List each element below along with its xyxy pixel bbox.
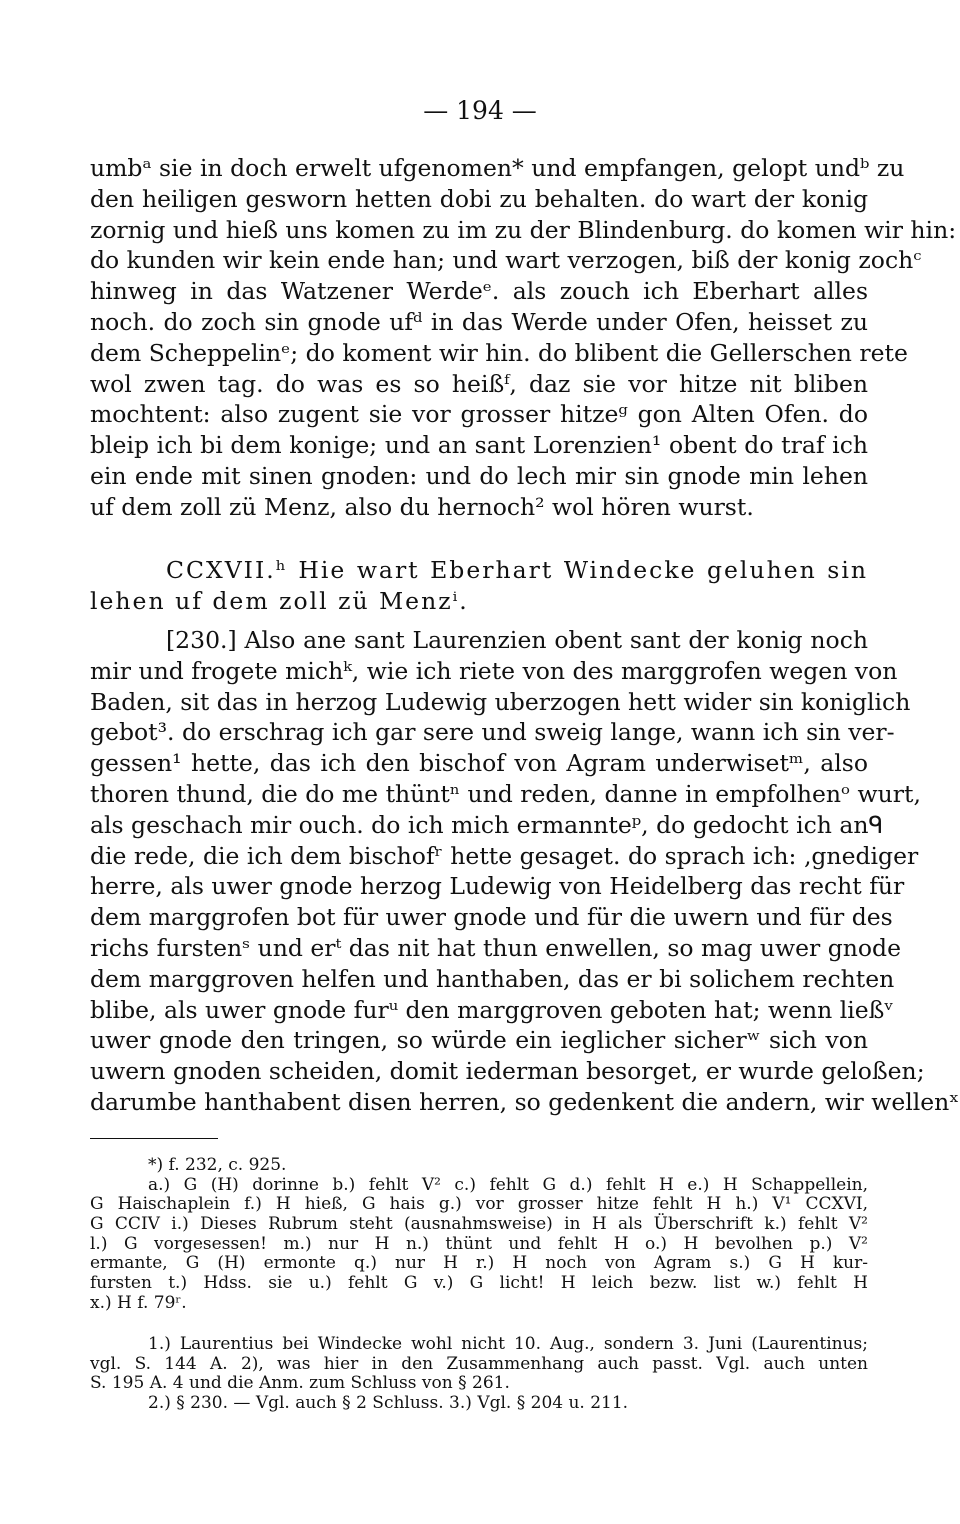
text-line: mir und frogete michᵏ, wie ich riete von des marggrofen wegen von: [90, 656, 898, 685]
text-line: umbᵃ sie in doch erwelt ufgenomen* und empfangen, gelopt undᵇ zu: [90, 154, 905, 182]
text-line: zornig und hieß uns komen zu im zu der Blindenburg. do komen wir hin:: [90, 215, 957, 244]
text-line: gessen¹ hette, das ich den bischof von Agram underwisetᵐ, also: [90, 749, 868, 778]
footnote-line: *) f. 232, c. 925.: [148, 1155, 287, 1175]
text-line: darumbe hanthabent disen herren, so gedenkent die andern, wir wellenˣ: [90, 1087, 960, 1116]
text-line: wol zwen tag. do was es so heißᶠ, daz sie vor hitze nit bliben: [90, 369, 868, 398]
text-line: dem marggrofen bot für uwer gnode und für die uwern und für des: [90, 903, 893, 932]
heading-line: lehen uf dem zoll zü Menzⁱ.: [90, 587, 469, 615]
section-heading: [90, 555, 868, 617]
text-line: mochtent: also zugent sie vor grosser hitzeᵍ gon Alten Ofen. do: [90, 400, 868, 429]
paragraph-1: [90, 153, 957, 523]
footnote-line: 2.) § 230. — Vgl. auch § 2 Schluss. 3.) Vgl. § 204 u. 211.: [148, 1393, 629, 1414]
text-line: dem Scheppelinᵉ; do koment wir hin. do blibent die Gellerschen rete: [90, 338, 908, 367]
footnote-line: G CCIV i.) Dieses Rubrum steht (ausnahmsweise) in H als Überschrift k.) fehlt V²: [90, 1214, 868, 1235]
footnote-line: S. 195 A. 4 und die Anm. zum Schluss von § 261.: [90, 1373, 510, 1394]
text-line: blibe, als uwer gnode furᵘ den marggroven geboten hat; wenn ließᵛ: [90, 995, 894, 1024]
text-line: hinweg in das Watzener Werdeᵉ. als zouch ich Eberhart alles: [90, 277, 868, 306]
footnote-line: fursten t.) Hdss. sie u.) fehlt G v.) G licht! H leich bezw. list w.) fehlt H: [90, 1273, 868, 1294]
paragraph-2: [90, 625, 960, 1118]
footnote-line: 1.) Laurentius bei Windecke wohl nicht 10. Aug., sondern 3. Juni (Laurentinus;: [148, 1334, 868, 1354]
footnote-line: G Haischaplein f.) H hieß, G hais g.) vor grosser hitze fehlt H h.) V¹ CCXVI,: [90, 1194, 868, 1215]
page-number: — 194 —: [423, 96, 537, 125]
text-line: herre, als uwer gnode herzog Ludewig von Heidelberg das recht für: [90, 872, 905, 901]
footnotes-notes: [90, 1335, 868, 1414]
text-line: die rede, die ich dem bischofʳ hette gesaget. do sprach ich: ‚gnediger: [90, 841, 919, 870]
text-line: do kunden wir kein ende han; und wart verzogen, biß der konig zochᶜ: [90, 246, 922, 275]
text-line: gebot³. do erschrag ich gar sere und sweig lange, wann ich sin ver-: [90, 718, 895, 747]
text-line: uf dem zoll zü Menz, also du hernoch² wol hören wurst.: [90, 492, 754, 521]
text-line: Baden, sit das in herzog Ludewig uberzogen hett wider sin koniglich: [90, 687, 911, 716]
text-line: bleip ich bi dem konige; und an sant Lorenzien¹ obent do traf ich: [90, 431, 868, 460]
text-line: richs furstenˢ und erᵗ das nit hat thun enwellen, so mag uwer gnode: [90, 933, 901, 962]
footnote-line: l.) G vorgesessen! m.) nur H n.) thünt und fehlt H o.) H bevolhen p.) V²: [90, 1233, 868, 1254]
footnote-line: a.) G (H) dorinne b.) fehlt V² c.) fehlt G d.) fehlt H e.) H Schappellein,: [148, 1174, 868, 1195]
footnote-line: ermante, G (H) ermonte q.) nur H r.) H noch von Agram s.) G H kur-: [90, 1253, 868, 1274]
text-line: als geschach mir ouch. do ich mich ermannteᵖ, do gedocht ich anᑫ: [90, 810, 884, 839]
footnote-line: vgl. S. 144 A. 2), was hier in den Zusammenhang auch passt. Vgl. auch unten: [90, 1353, 868, 1374]
footnote-line: x.) H f. 79ʳ.: [90, 1292, 187, 1313]
text-line: uwern gnoden scheiden, domit iederman besorget, er wurde geloßen;: [90, 1057, 925, 1086]
footnotes-variants: [90, 1156, 868, 1314]
footnote-divider: [90, 1138, 218, 1139]
text-line: thoren thund, die do me thüntⁿ und reden, danne in empfolhenᵒ wurt,: [90, 779, 921, 808]
text-line: ein ende mit sinen gnoden: und do lech mir sin gnode min lehen: [90, 461, 868, 490]
heading-line: CCXVII.ʰ Hie wart Eberhart Windecke geluhen sin: [166, 556, 868, 584]
text-line: uwer gnode den tringen, so würde ein ieglicher sicherʷ sich von: [90, 1026, 868, 1055]
text-line: [230.] Also ane sant Laurenzien obent sant der konig noch: [166, 626, 868, 654]
text-line: den heiligen gesworn hetten dobi zu behalten. do wart der konig: [90, 184, 868, 213]
text-line: dem marggroven helfen und hanthaben, das er bi solichem rechten: [90, 964, 895, 993]
text-line: noch. do zoch sin gnode ufᵈ in das Werde under Ofen, heisset zu: [90, 307, 868, 336]
